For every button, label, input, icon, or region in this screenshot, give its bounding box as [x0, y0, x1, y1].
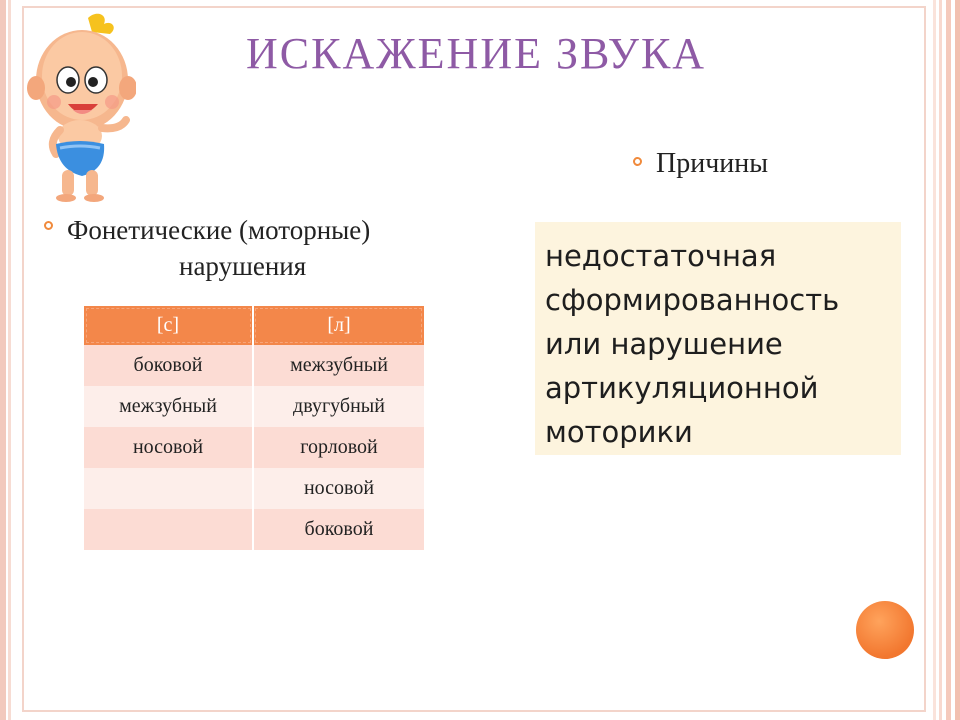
decor-stripe [955, 0, 960, 720]
table-cell: боковой [253, 509, 424, 550]
decor-orange-circle [856, 601, 914, 659]
decor-stripe [8, 0, 11, 720]
phonetic-label-line1: Фонетические (моторные) [67, 215, 371, 245]
table-row [84, 427, 424, 468]
table-cell: боковой [84, 345, 253, 386]
decor-stripe [0, 0, 6, 720]
table-row [84, 345, 424, 386]
phonetic-bullet [44, 212, 370, 284]
table-cell: двугубный [253, 386, 424, 427]
table-header-row [84, 306, 424, 345]
table-row [84, 386, 424, 427]
reason-text: недостаточная сформированность или нарушение артикуляционной моторики [545, 239, 840, 449]
decor-stripe [939, 0, 942, 720]
bullet-circle-icon [633, 157, 642, 166]
causes-bullet [633, 148, 768, 180]
phonetic-label [67, 212, 370, 284]
table-header-l: [л] [253, 306, 424, 345]
table-header-s: [с] [84, 306, 253, 345]
table-cell: носовой [84, 427, 253, 468]
causes-label: Причины [656, 148, 769, 179]
sounds-table [84, 306, 424, 550]
table-cell: горловой [253, 427, 424, 468]
table-row [84, 509, 424, 550]
table-cell [84, 509, 253, 550]
table-cell [84, 468, 253, 509]
table-row [84, 468, 424, 509]
slide-title: ИСКАЖЕНИЕ ЗВУКА [246, 29, 707, 78]
table-cell: носовой [253, 468, 424, 509]
baby-illustration [26, 10, 136, 202]
bullet-circle-icon [44, 221, 53, 230]
reason-box [535, 222, 901, 455]
table-cell: межзубный [253, 345, 424, 386]
decor-stripe [946, 0, 951, 720]
table-cell: межзубный [84, 386, 253, 427]
phonetic-label-line2: нарушения [179, 251, 307, 281]
decor-stripe [933, 0, 936, 720]
